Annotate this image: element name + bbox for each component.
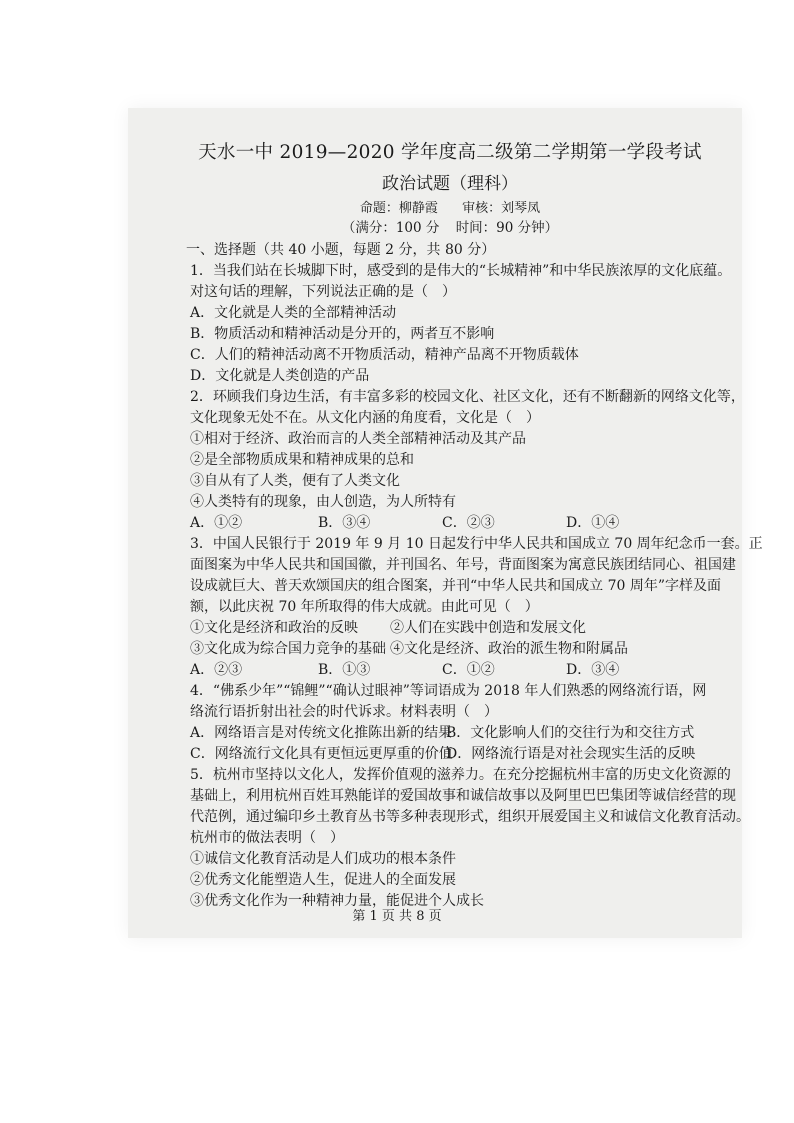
- question-1: [190, 261, 732, 387]
- question-4: [190, 681, 710, 765]
- author: 命题：柳静霞: [359, 201, 438, 216]
- statement-2: ②优秀文化能塑造人生，促进人的全面发展: [190, 872, 456, 888]
- question-stem: 面图案为中华人民共和国国徽，并刊国名、年号，背面图案为寓意民族团结同心、祖国建: [190, 557, 736, 573]
- option-a: A．文化就是人类的全部精神活动: [190, 305, 397, 321]
- statement-1: ①文化是经济和政治的反映: [190, 620, 358, 636]
- option-a: A．①②: [190, 515, 243, 531]
- question-stem: 1．当我们站在长城脚下时，感受到的是伟大的“长城精神”和中华民族浓厚的文化底蕴。: [190, 263, 732, 279]
- answer-options: [190, 723, 710, 744]
- option-c: C．②③: [442, 515, 495, 531]
- statement-4: ④人类特有的现象，由人创造，为人所特有: [190, 494, 456, 510]
- question-stem: 设成就巨大、普天欢颂国庆的组合图案，并刊“中华人民共和国成立 70 周年”字样及面: [190, 578, 722, 594]
- exam-title: 天水一中 2019—2020 学年度高二级第二学期第一学段考试: [198, 142, 702, 163]
- option-d: D．网络流行语是对社会现实生活的反映: [446, 746, 696, 762]
- option-a: A．网络语言是对传统文化推陈出新的结果: [190, 725, 453, 741]
- answer-options: [190, 660, 710, 681]
- question-stem: 代范例，通过编印乡土教育丛书等多种表现形式，组织开展爱国主义和诚信文化教育活动。: [190, 809, 750, 825]
- question-5: [190, 765, 750, 912]
- question-stem: 对这句话的理解，下列说法正确的是（ ）: [190, 284, 456, 300]
- option-d: D．③④: [566, 662, 620, 678]
- time: 时间：90 分钟）: [455, 220, 559, 236]
- question-stem: 杭州市的做法表明（ ）: [190, 830, 344, 846]
- question-stem: 文化现象无处不在。从文化内涵的角度看，文化是（ ）: [190, 410, 540, 426]
- statements-row: [190, 618, 710, 639]
- exam-content: [186, 140, 763, 912]
- statement-3: ③自从有了人类，便有了人类文化: [190, 473, 400, 489]
- exam-subtitle: 政治试题（理科）: [382, 174, 518, 194]
- question-stem: 3．中国人民银行于 2019 年 9 月 10 日起发行中华人民共和国成立 70 周年纪念币一套。正: [190, 536, 763, 552]
- score: （满分：100 分: [341, 220, 440, 236]
- option-c: C．网络流行文化具有更恒远更厚重的价值: [190, 746, 453, 762]
- answer-options: [190, 744, 710, 765]
- option-c: C．①②: [442, 662, 495, 678]
- statement-1: ①诚信文化教育活动是人们成功的根本条件: [190, 851, 456, 867]
- statements-row: [190, 639, 710, 660]
- statement-3: ③文化成为综合国力竞争的基础: [190, 641, 386, 657]
- question-2: [190, 387, 745, 534]
- statement-4: ④文化是经济、政治的派生物和附属品: [390, 641, 628, 657]
- question-3: [190, 534, 763, 681]
- question-stem: 4．“佛系少年”“锦鲤”“确认过眼神”等词语成为 2018 年人们熟悉的网络流行语，网: [190, 683, 707, 699]
- option-a: A．②③: [190, 662, 243, 678]
- option-d: D．①④: [566, 515, 620, 531]
- question-stem: 5．杭州市坚持以文化人，发挥价值观的滋养力。在充分挖掘杭州丰富的历史文化资源的: [190, 767, 731, 783]
- score-time-line: [190, 218, 710, 238]
- statement-1: ①相对于经济、政治而言的人类全部精神活动及其产品: [190, 431, 526, 447]
- statement-2: ②是全部物质成果和精神成果的总和: [190, 452, 414, 468]
- question-stem: 2．环顾我们身边生活，有丰富多彩的校园文化、社区文化，还有不断翻新的网络文化等，: [190, 389, 745, 405]
- answer-options: [190, 513, 710, 534]
- option-d: D．文化就是人类创造的产品: [190, 368, 370, 384]
- statement-3: ③优秀文化作为一种精神力量，能促进个人成长: [190, 893, 484, 909]
- option-b: B．③④: [318, 515, 371, 531]
- statement-2: ②人们在实践中创造和发展文化: [390, 620, 586, 636]
- section-heading: 一、选择题（共 40 小题，每题 2 分，共 80 分）: [186, 242, 496, 258]
- question-stem: 络流行语折射出社会的时代诉求。材料表明（ ）: [190, 704, 498, 720]
- reviewer: 审核：刘琴凤: [462, 201, 541, 216]
- question-stem: 额，以此庆祝 70 年所取得的伟大成就。由此可见（ ）: [190, 599, 539, 615]
- authors-line: [190, 200, 710, 218]
- option-b: B．物质活动和精神活动是分开的，两者互不影响: [190, 326, 495, 342]
- option-c: C．人们的精神活动离不开物质活动，精神产品离不开物质载体: [190, 347, 579, 363]
- question-stem: 基础上，利用杭州百姓耳熟能详的爱国故事和诚信故事以及阿里巴巴集团等诚信经营的现: [190, 788, 736, 804]
- page-footer: 第 1 页 共 8 页: [352, 909, 442, 924]
- option-b: B．文化影响人们的交往行为和交往方式: [446, 725, 695, 741]
- option-b: B．①③: [318, 662, 371, 678]
